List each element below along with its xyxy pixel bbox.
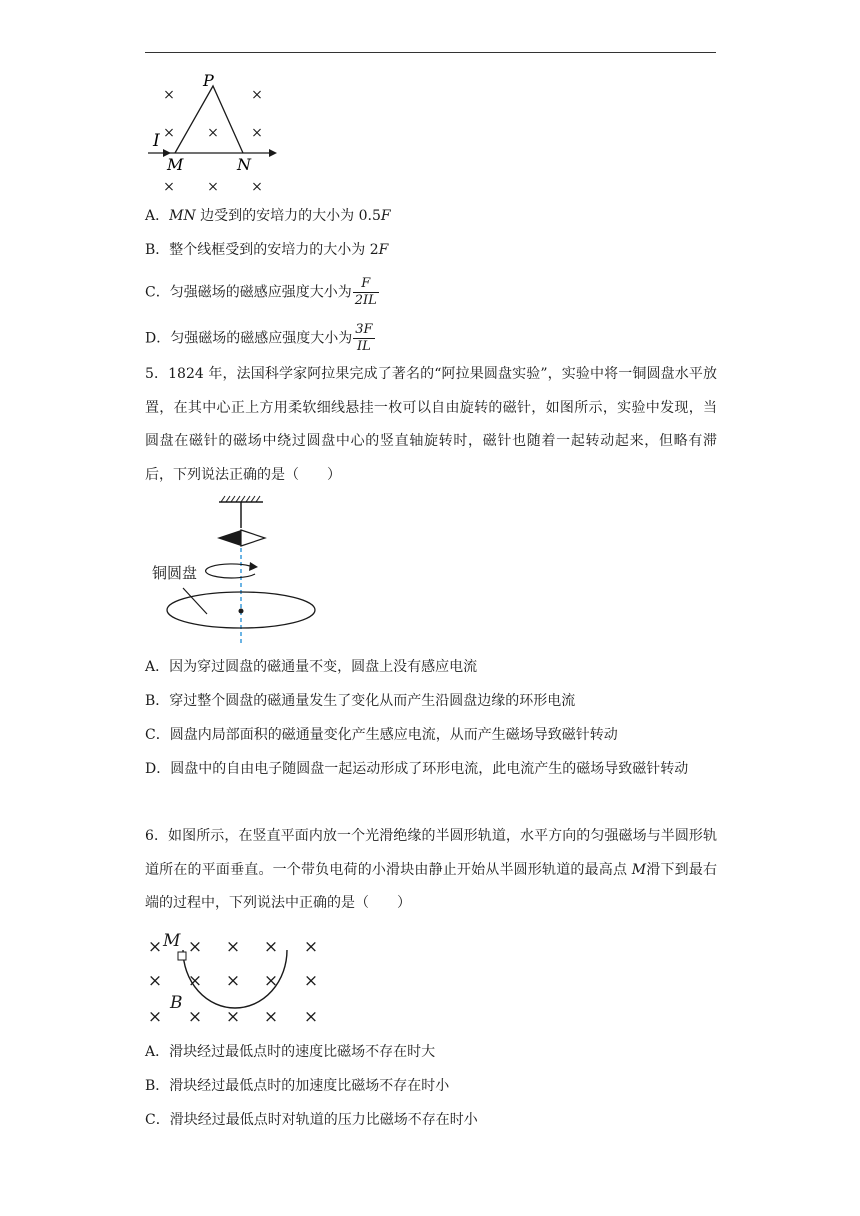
- q5-option-d[interactable]: D．圆盘中的自由电子随圆盘一起运动形成了环形电流，此电流产生的磁场导致磁针转动: [145, 761, 689, 777]
- svg-text:×: ×: [263, 937, 279, 957]
- svg-text:×: ×: [187, 1007, 203, 1027]
- q4-option-a[interactable]: A．MN 边受到的安培力的大小为 0.5F: [145, 208, 391, 224]
- svg-text:×: ×: [187, 971, 203, 991]
- field-x-mark: ×: [163, 125, 175, 141]
- field-x-mark: ×: [251, 179, 263, 194]
- field-x-mark: ×: [251, 125, 263, 141]
- label-p: P: [203, 71, 214, 90]
- field-x-mark: ×: [207, 179, 219, 194]
- q6-stem: 6．如图所示，在竖直平面内放一个光滑绝缘的半圆形轨道，水平方向的匀强磁场与半圆形轨道所在的平面垂直。一个带负电荷的小滑块由静止开始从半圆形轨道的最高点 M滑下到最右端的过程中，下列说法中正确的是（ ）: [145, 828, 718, 911]
- q4-option-b[interactable]: B．整个线框受到的安培力的大小为 2F: [145, 242, 389, 258]
- q5-option-a[interactable]: A．因为穿过圆盘的磁通量不变，圆盘上没有感应电流: [145, 659, 478, 675]
- magnet-needle-light: [241, 530, 265, 546]
- svg-text:×: ×: [225, 971, 241, 991]
- svg-text:×: ×: [147, 937, 163, 957]
- svg-text:×: ×: [225, 937, 241, 957]
- label-pointer: [183, 588, 207, 614]
- magnet-needle-dark: [217, 530, 241, 546]
- header-rule: [145, 52, 716, 53]
- svg-text:×: ×: [225, 1007, 241, 1027]
- svg-text:×: ×: [147, 971, 163, 991]
- svg-text:×: ×: [187, 937, 203, 957]
- fraction: $\frac{3F}{IL}$: [355, 322, 373, 354]
- svg-text:×: ×: [303, 971, 319, 991]
- rotation-arrowhead-icon: [249, 562, 258, 571]
- field-x-mark: ×: [251, 87, 263, 103]
- current-arrow-icon: [269, 149, 277, 157]
- svg-text:×: ×: [263, 1007, 279, 1027]
- q6-option-b[interactable]: B．滑块经过最低点时的加速度比磁场不存在时小: [145, 1078, 450, 1094]
- field-x-mark: ×: [207, 125, 219, 141]
- triangle-field-figure: [145, 68, 285, 194]
- q4-option-d[interactable]: D．匀强磁场的磁感应强度大小为 $\frac{3F}{IL}$: [145, 322, 373, 354]
- q5-option-c[interactable]: C．圆盘内局部面积的磁通量变化产生感应电流，从而产生磁场导致磁针转动: [145, 727, 618, 743]
- disk-label: 铜圆盘: [152, 564, 198, 582]
- svg-text:×: ×: [263, 971, 279, 991]
- q5-option-b[interactable]: B．穿过整个圆盘的磁通量发生了变化从而产生沿圆盘边缘的环形电流: [145, 693, 576, 709]
- arago-disk-figure: [145, 494, 325, 646]
- fraction: $\frac{F}{2IL}$: [354, 276, 377, 308]
- label-i: I: [153, 131, 160, 151]
- disk-center-dot: [239, 609, 244, 614]
- triangle-loop: [175, 86, 243, 153]
- label-b: B: [170, 993, 183, 1013]
- svg-text:×: ×: [147, 1007, 163, 1027]
- q4-option-c[interactable]: C．匀强磁场的磁感应强度大小为 $\frac{F}{2IL}$: [145, 276, 377, 308]
- rotation-arrow: [206, 564, 255, 578]
- slider-block: [178, 952, 186, 960]
- q6-option-c[interactable]: C．滑块经过最低点时对轨道的压力比磁场不存在时小: [145, 1112, 478, 1128]
- label-n: N: [237, 155, 251, 174]
- semicircle-track-figure: [145, 928, 330, 1028]
- label-m: M: [167, 155, 184, 174]
- field-x-mark: ×: [163, 179, 175, 194]
- q6-option-a[interactable]: A．滑块经过最低点时的速度比磁场不存在时大: [145, 1044, 436, 1060]
- field-x-mark: ×: [163, 87, 175, 103]
- label-m: M: [163, 931, 181, 951]
- q5-stem: 5．1824 年，法国科学家阿拉果完成了著名的“阿拉果圆盘实验”，实验中将一铜圆盘水平放置，在其中心正上方用柔软细线悬挂一枚可以自由旋转的磁针，如图所示，实验中发现，当圆盘在磁针的磁场中绕过圆盘中心的竖直轴旋转时，磁针也随着一起转动起来，但略有滞后，下列说法正确的是（ ）: [145, 366, 717, 483]
- svg-text:×: ×: [303, 937, 319, 957]
- svg-text:×: ×: [303, 1007, 319, 1027]
